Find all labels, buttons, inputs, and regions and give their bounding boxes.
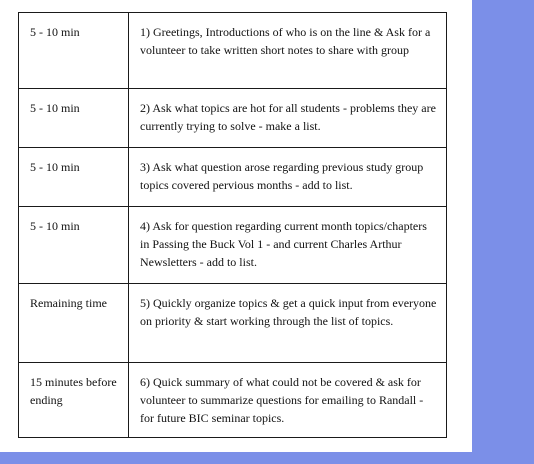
table-row xyxy=(19,148,447,207)
time-cell: 5 - 10 min xyxy=(19,89,129,148)
table-row xyxy=(19,89,447,148)
time-cell: 15 minutes before ending xyxy=(19,363,129,438)
description-cell: 2) Ask what topics are hot for all students - problems they are currently trying to solve - make a list. xyxy=(129,89,447,148)
agenda-table xyxy=(18,12,447,438)
description-cell: 5) Quickly organize topics & get a quick input from everyone on priority & start working through the list of topics. xyxy=(129,284,447,363)
time-cell: 5 - 10 min xyxy=(19,207,129,284)
description-cell: 1) Greetings, Introductions of who is on the line & Ask for a volunteer to take written short notes to share with group xyxy=(129,13,447,89)
table-row xyxy=(19,363,447,438)
table-row xyxy=(19,13,447,89)
description-cell: 4) Ask for question regarding current month topics/chapters in Passing the Buck Vol 1 - and current Charles Arthur Newsletters - add to list. xyxy=(129,207,447,284)
table-row xyxy=(19,284,447,363)
description-cell: 3) Ask what question arose regarding previous study group topics covered pervious months - add to list. xyxy=(129,148,447,207)
time-cell: 5 - 10 min xyxy=(19,13,129,89)
table-row xyxy=(19,207,447,284)
time-cell: Remaining time xyxy=(19,284,129,363)
time-cell: 5 - 10 min xyxy=(19,148,129,207)
description-cell: 6) Quick summary of what could not be covered & ask for volunteer to summarize questions for emailing to Randall - for future BIC seminar topics. xyxy=(129,363,447,438)
